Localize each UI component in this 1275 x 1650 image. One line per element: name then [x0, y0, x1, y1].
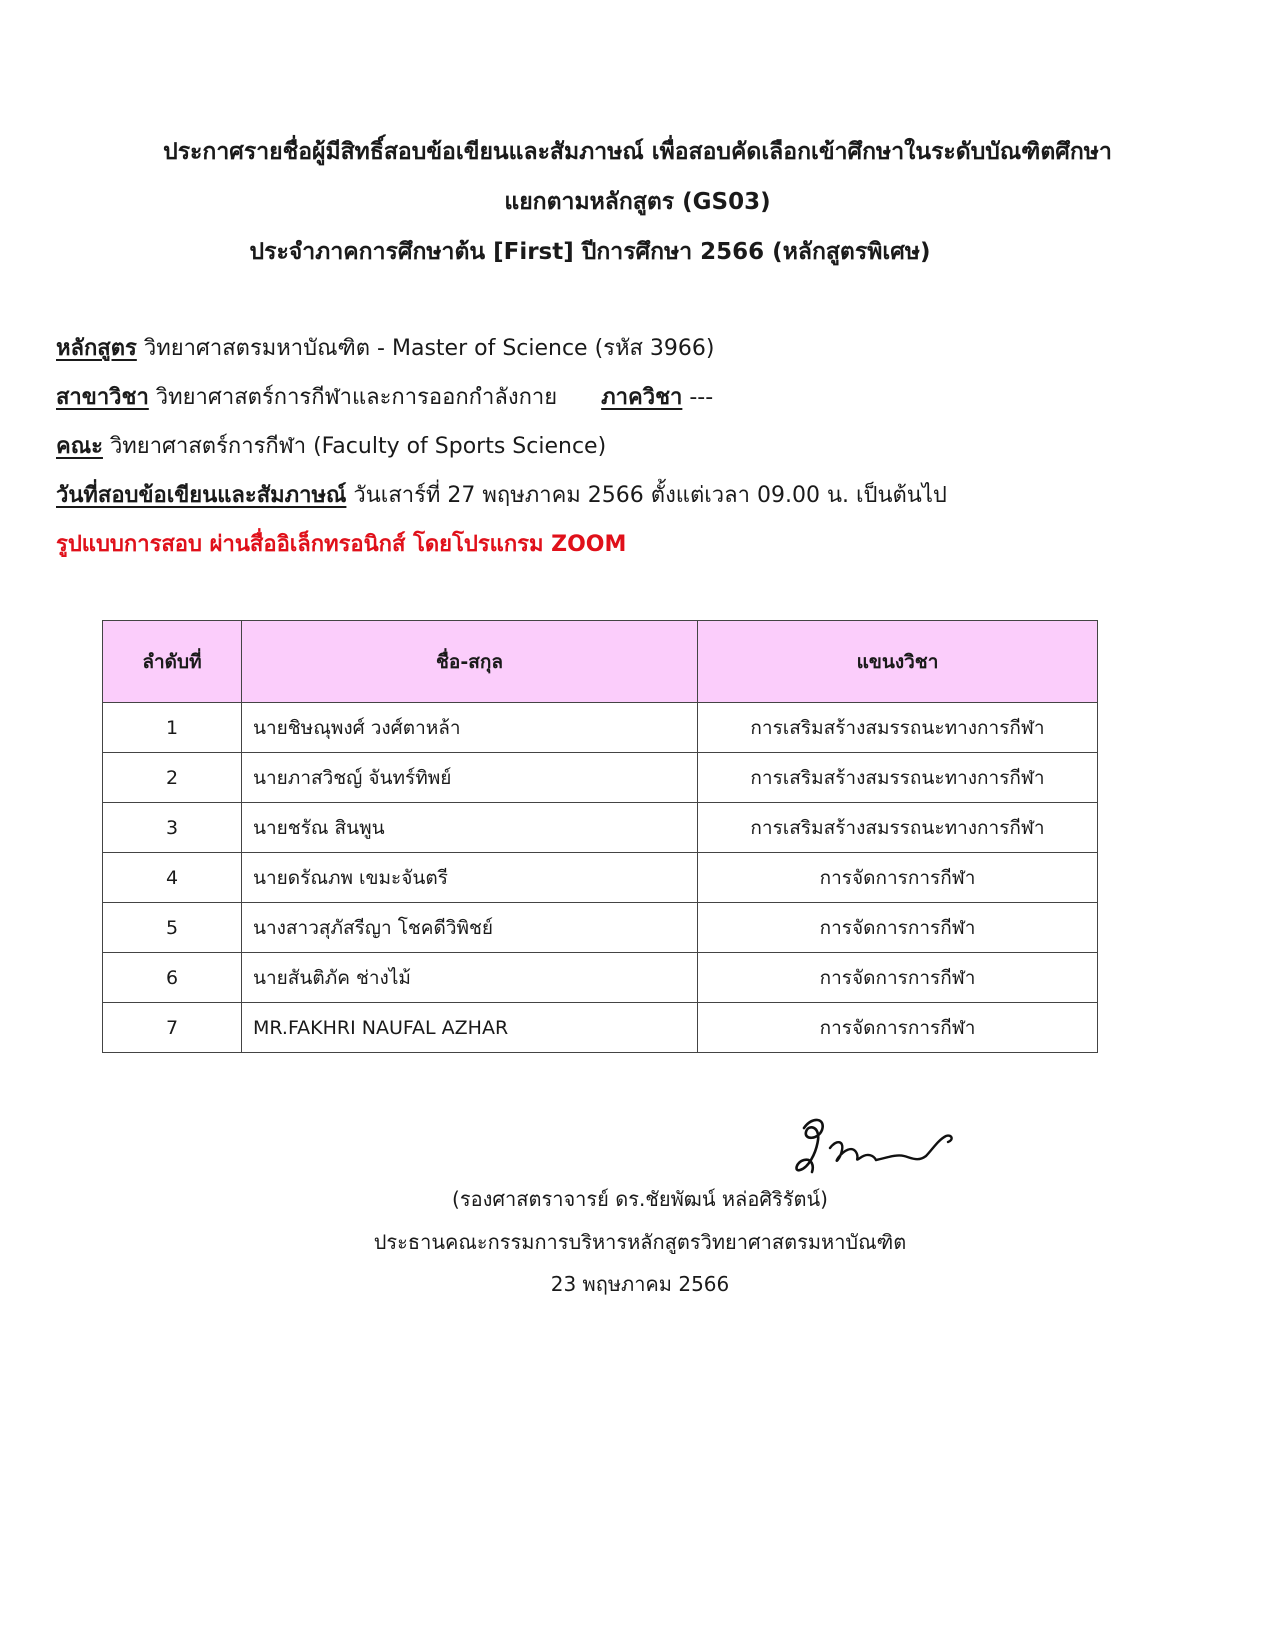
- field-label: สาขาวิชา: [56, 385, 149, 410]
- announcement-title-line1: ประกาศรายชื่อผู้มีสิทธิ์สอบข้อเขียนและสัมภาษณ์ เพื่อสอบคัดเลือกเข้าศึกษาในระดับบัณฑิตศึกษา: [163, 139, 1112, 165]
- signer-position: ประธานคณะกรรมการบริหารหลักสูตรวิทยาศาสตรมหาบัณฑิต: [373, 1230, 907, 1254]
- cell-major: การจัดการการกีฬา: [698, 853, 1098, 903]
- cell-major: การเสริมสร้างสมรรถนะทางการกีฬา: [698, 703, 1098, 753]
- header-major: แขนงวิชา: [698, 621, 1098, 703]
- table-row: [103, 903, 1098, 953]
- exam-date-value: วันเสาร์ที่ 27 พฤษภาคม 2566 ตั้งแต่เวลา 09.00 น. เป็นต้นไป: [346, 483, 947, 508]
- cell-major: การเสริมสร้างสมรรถนะทางการกีฬา: [698, 753, 1098, 803]
- cell-name: MR.FAKHRI NAUFAL AZHAR: [242, 1003, 698, 1053]
- cell-order: 3: [103, 803, 242, 853]
- exam-date-label: วันที่สอบข้อเขียนและสัมภาษณ์: [56, 483, 347, 508]
- cell-order: 6: [103, 953, 242, 1003]
- department-value: ---: [682, 385, 714, 410]
- exam-format-notice: รูปแบบการสอบ ผ่านสื่ออิเล็กทรอนิกส์ โดยโปรแกรม ZOOM: [56, 532, 627, 557]
- cell-order: 2: [103, 753, 242, 803]
- announcement-title-line2: แยกตามหลักสูตร (GS03): [504, 189, 771, 215]
- faculty-row: [56, 432, 606, 462]
- signer-name: (รองศาสตราจารย์ ดร.ชัยพัฒน์ หล่อศิริรัตน์): [452, 1187, 828, 1211]
- cell-name: นายภาสวิชญ์ จันทร์ทิพย์: [242, 753, 698, 803]
- candidate-table: [102, 620, 1098, 1053]
- table-row: [103, 753, 1098, 803]
- announcement-title-line3: ประจำภาคการศึกษาต้น [First] ปีการศึกษา 2566 (หลักสูตรพิเศษ): [249, 239, 931, 265]
- cell-order: 1: [103, 703, 242, 753]
- table-row: [103, 953, 1098, 1003]
- header-order: ลำดับที่: [103, 621, 242, 703]
- cell-order: 5: [103, 903, 242, 953]
- table-row: [103, 803, 1098, 853]
- department-label: ภาควิชา: [601, 385, 683, 410]
- table-row: [103, 703, 1098, 753]
- cell-major: การจัดการการกีฬา: [698, 953, 1098, 1003]
- signature-image: [790, 1110, 960, 1180]
- cell-major: การเสริมสร้างสมรรถนะทางการกีฬา: [698, 803, 1098, 853]
- program-row: [56, 334, 714, 364]
- field-value: วิทยาศาสตร์การกีฬาและการออกกำลังกาย: [148, 385, 558, 410]
- table-row: [103, 1003, 1098, 1053]
- cell-order: 7: [103, 1003, 242, 1053]
- table-header-row: [103, 621, 1098, 703]
- cell-name: นายดรัณภพ เขมะจันตรี: [242, 853, 698, 903]
- exam-date-row: [56, 481, 947, 511]
- field-row: [56, 383, 713, 413]
- table-row: [103, 853, 1098, 903]
- cell-name: นายชิษณุพงศ์ วงศ์ตาหล้า: [242, 703, 698, 753]
- cell-name: นายชรัณ สินพูน: [242, 803, 698, 853]
- program-value: วิทยาศาสตรมหาบัณฑิต - Master of Science (รหัส 3966): [136, 336, 715, 361]
- program-label: หลักสูตร: [56, 336, 137, 361]
- signature-date: 23 พฤษภาคม 2566: [550, 1272, 730, 1296]
- cell-major: การจัดการการกีฬา: [698, 1003, 1098, 1053]
- header-name: ชื่อ-สกุล: [242, 621, 698, 703]
- faculty-value: วิทยาศาสตร์การกีฬา (Faculty of Sports Science): [102, 434, 607, 459]
- cell-order: 4: [103, 853, 242, 903]
- cell-name: นางสาวสุภัสรีญา โชคดีวิพิชย์: [242, 903, 698, 953]
- faculty-label: คณะ: [56, 434, 103, 459]
- cell-name: นายสันติภัค ช่างไม้: [242, 953, 698, 1003]
- cell-major: การจัดการการกีฬา: [698, 903, 1098, 953]
